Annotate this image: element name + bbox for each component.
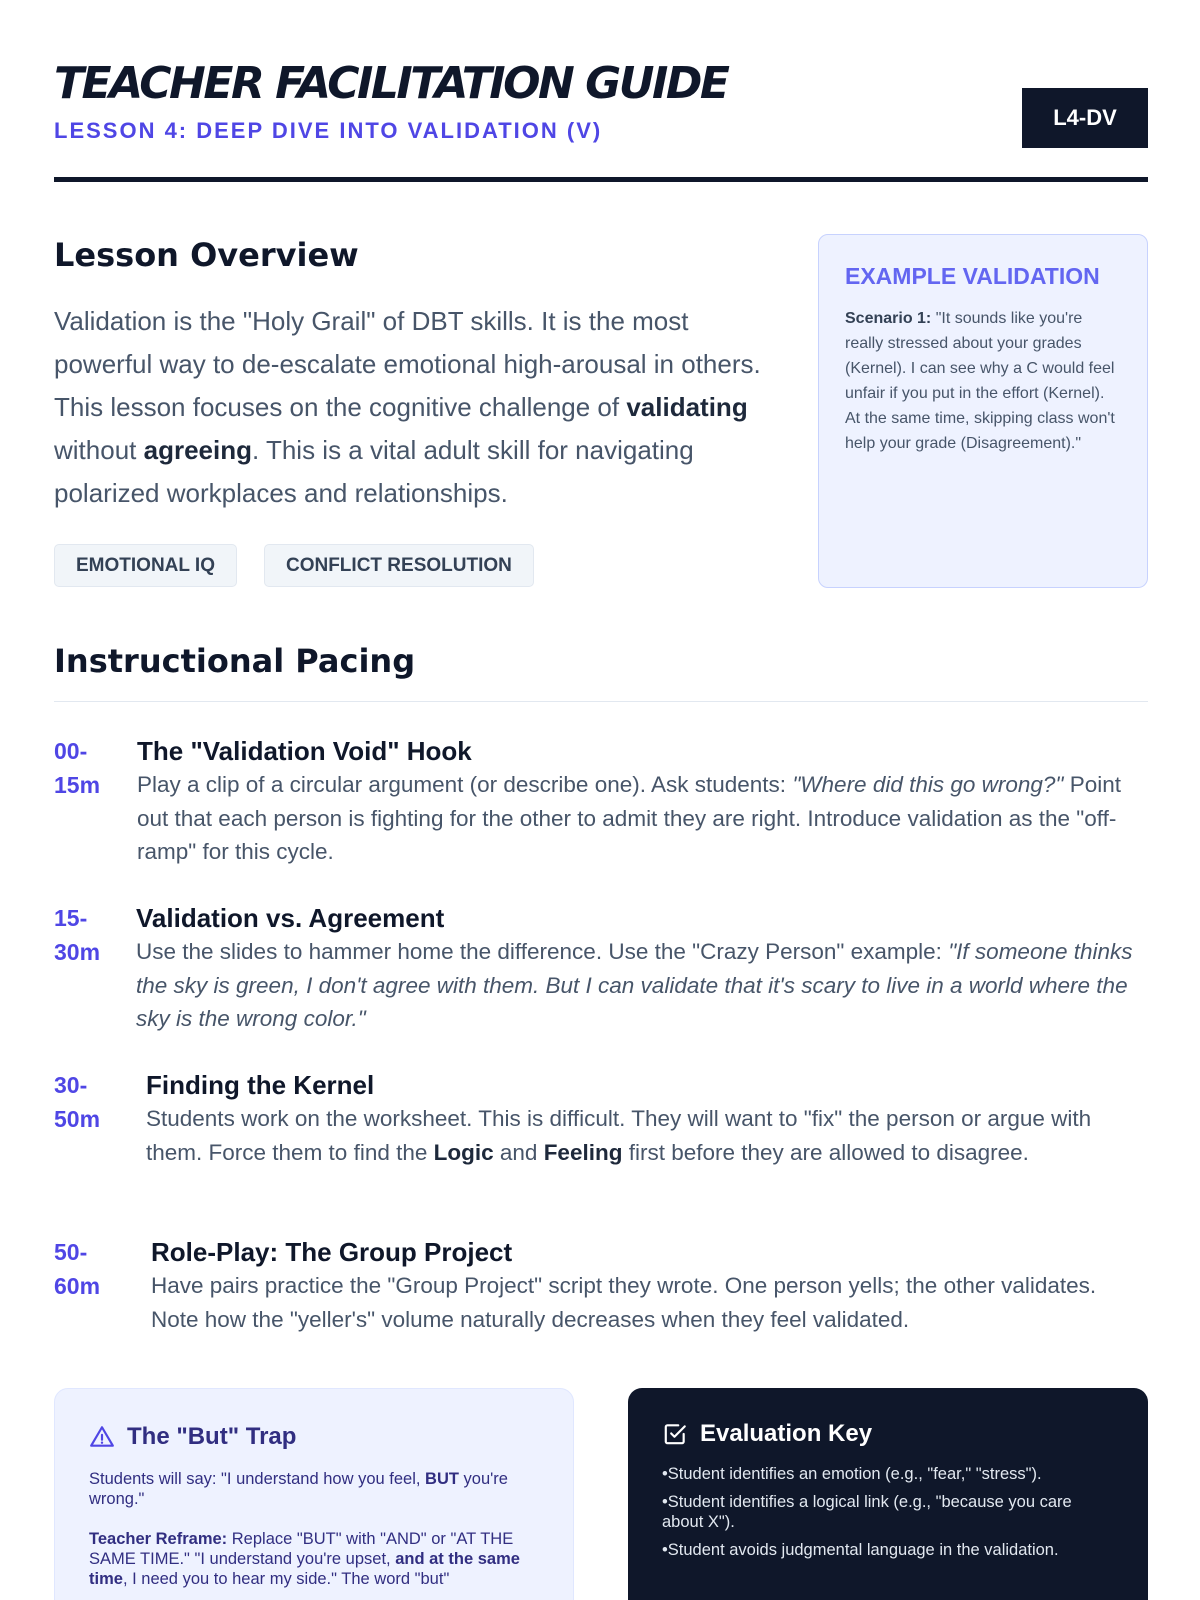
eval-item: • Student avoids judgmental language in the validation.	[662, 1540, 1114, 1560]
example-validation-card	[818, 234, 1148, 588]
pacing-title: Role-Play: The Group Project	[151, 1237, 513, 1267]
checkbox-icon	[662, 1421, 688, 1447]
eval-item: • Student identifies an emotion (e.g., "fear," "stress").	[662, 1464, 1114, 1484]
pacing-time: 00- 15m	[54, 738, 101, 798]
overview-paragraph: Validation is the "Holy Grail" of DBT skills. It is the most powerful way to de-escalate emotional high-arousal in others. This lesson focuses on the cognitive challenge of validating without agreeing. This is a vital adult skill for navigating polarized workplaces and relationships.	[54, 306, 761, 508]
pacing-title: The "Validation Void" Hook	[137, 736, 472, 766]
pacing-item	[54, 734, 1148, 874]
pacing-title: Validation vs. Agreement	[136, 903, 445, 933]
pacing-title: Finding the Kernel	[146, 1070, 375, 1100]
overview-heading: Lesson Overview	[54, 236, 359, 274]
pacing-body	[151, 1235, 1148, 1336]
pacing-description: Have pairs practice the "Group Project" script they wrote. One person yells; the other validates. Note how the "yeller's" volume naturally decreases when they feel validated.	[151, 1273, 1097, 1332]
trap-paragraph: Students will say: "I understand how you feel, BUT you're wrong."	[89, 1470, 508, 1508]
eval-item: • Student identifies a logical link (e.g., "because you care about X").	[662, 1492, 1114, 1532]
pacing-description: Students work on the worksheet. This is difficult. They will want to "fix" the person or argue with them. Force them to find the Logic and Feeling first before they are allowed to disagree.	[146, 1106, 1092, 1165]
evaluation-key-card	[628, 1388, 1148, 1600]
pacing-item	[54, 1068, 1148, 1208]
lesson-code-badge: L4-DV	[1022, 88, 1148, 148]
page-title: TEACHER FACILITATION GUIDE	[54, 58, 728, 109]
tag-list	[54, 544, 534, 587]
lesson-subtitle: LESSON 4: DEEP DIVE INTO VALIDATION (V)	[54, 118, 603, 143]
pacing-time: 15- 30m	[54, 905, 101, 965]
eval-header	[662, 1420, 1114, 1448]
trap-title: The "But" Trap	[127, 1423, 297, 1450]
pacing-time: 30- 50m	[54, 1072, 101, 1132]
guide-header	[54, 54, 1148, 182]
pacing-body	[146, 1068, 1148, 1169]
but-trap-card	[54, 1388, 574, 1600]
pacing-item	[54, 901, 1148, 1041]
trap-reframe: Teacher Reframe: Replace "BUT" with "AND" or "AT THE SAME TIME." "I understand you're upset, and at the same time, I need you to hear my side." The word "but"	[89, 1530, 520, 1588]
pacing-heading: Instructional Pacing	[54, 642, 416, 680]
eval-list	[662, 1464, 1114, 1560]
example-text: Scenario 1: "It sounds like you're really stressed about your grades (Kernel). I can see why a C would feel unfair if you put in the effort (Kernel). At the same time, skipping class won't help your grade (Disagreement)."	[845, 310, 1115, 452]
eval-title: Evaluation Key	[700, 1420, 873, 1447]
pacing-body	[137, 734, 1148, 869]
tag-emotional-iq: EMOTIONAL IQ	[54, 544, 237, 587]
example-title: EXAMPLE VALIDATION	[845, 263, 1100, 289]
pacing-description: Use the slides to hammer home the difference. Use the "Crazy Person" example: "If someone thinks the sky is green, I don't agree with them. But I can validate that it's scary to live in a world where the sky is the wrong color."	[136, 939, 1133, 1031]
pacing-time: 50- 60m	[54, 1239, 101, 1299]
trap-header	[89, 1423, 539, 1451]
tag-conflict-resolution: CONFLICT RESOLUTION	[264, 544, 534, 587]
pacing-description: Play a clip of a circular argument (or describe one). Ask students: "Where did this go wrong?" Point out that each person is fighting for the other to admit they are right. Introduce validation as the "off-ramp" for this cycle.	[137, 772, 1121, 864]
pacing-divider	[54, 701, 1148, 702]
warning-triangle-icon	[89, 1424, 115, 1450]
pacing-body	[136, 901, 1148, 1036]
pacing-item	[54, 1235, 1148, 1345]
